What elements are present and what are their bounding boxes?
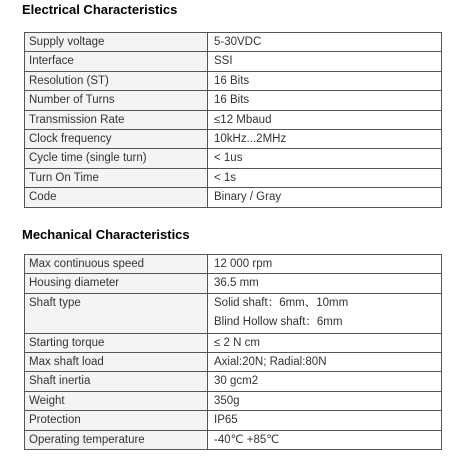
spec-value: -40℃ +85℃ — [208, 430, 442, 449]
spec-value: Binary / Gray — [208, 188, 442, 207]
spec-value: < 1us — [208, 149, 442, 168]
spec-value: 5-30VDC — [208, 33, 442, 52]
table-row — [25, 411, 442, 430]
electrical-characteristics-heading: Electrical Characteristics — [22, 2, 178, 17]
table-row — [25, 129, 442, 148]
table-row — [25, 91, 442, 110]
table-row — [25, 255, 442, 274]
spec-value-line: Solid shaft：6mm、10mm — [214, 296, 349, 309]
spec-value: < 1s — [208, 168, 442, 187]
spec-label: Code — [25, 188, 208, 207]
electrical-characteristics-table — [24, 32, 442, 208]
table-row — [25, 71, 442, 90]
table-row — [25, 430, 442, 449]
spec-label: Turn On Time — [25, 168, 208, 187]
table-row — [25, 274, 442, 293]
spec-label: Shaft inertia — [25, 372, 208, 391]
spec-value: 10kHz...2MHz — [208, 129, 442, 148]
spec-label: Cycle time (single turn) — [25, 149, 208, 168]
table-row — [25, 372, 442, 391]
spec-label: Clock frequency — [25, 129, 208, 148]
spec-label: Resolution (ST) — [25, 71, 208, 90]
spec-value: 16 Bits — [208, 71, 442, 90]
spec-label: Interface — [25, 52, 208, 71]
table-row — [25, 188, 442, 207]
spec-label: Housing diameter — [25, 274, 208, 293]
spec-value-line: Blind Hollow shaft：6mm — [214, 316, 343, 329]
spec-label: Starting torque — [25, 333, 208, 352]
spec-value: 350g — [208, 391, 442, 410]
table-row — [25, 333, 442, 352]
mechanical-characteristics-table — [24, 254, 442, 450]
table-row — [25, 168, 442, 187]
spec-value: Axial:20N; Radial:80N — [208, 352, 442, 371]
spec-label: Shaft type — [25, 293, 208, 333]
spec-value — [208, 293, 442, 333]
spec-label: Supply voltage — [25, 33, 208, 52]
spec-label: Weight — [25, 391, 208, 410]
spec-label: Number of Turns — [25, 91, 208, 110]
table-row — [25, 293, 442, 333]
spec-label: Max continuous speed — [25, 255, 208, 274]
spec-value: ≤ 2 N cm — [208, 333, 442, 352]
spec-value: IP65 — [208, 411, 442, 430]
spec-label: Transmission Rate — [25, 110, 208, 129]
spec-value: 12 000 rpm — [208, 255, 442, 274]
spec-value: 30 gcm2 — [208, 372, 442, 391]
spec-value: 36.5 mm — [208, 274, 442, 293]
table-row — [25, 110, 442, 129]
table-row — [25, 33, 442, 52]
spec-label: Protection — [25, 411, 208, 430]
spec-value: SSI — [208, 52, 442, 71]
mechanical-characteristics-heading: Mechanical Characteristics — [22, 227, 190, 242]
spec-label: Operating temperature — [25, 430, 208, 449]
table-row — [25, 352, 442, 371]
table-row — [25, 391, 442, 410]
spec-label: Max shaft load — [25, 352, 208, 371]
spec-value: 16 Bits — [208, 91, 442, 110]
spec-value: ≤12 Mbaud — [208, 110, 442, 129]
table-row — [25, 52, 442, 71]
table-row — [25, 149, 442, 168]
